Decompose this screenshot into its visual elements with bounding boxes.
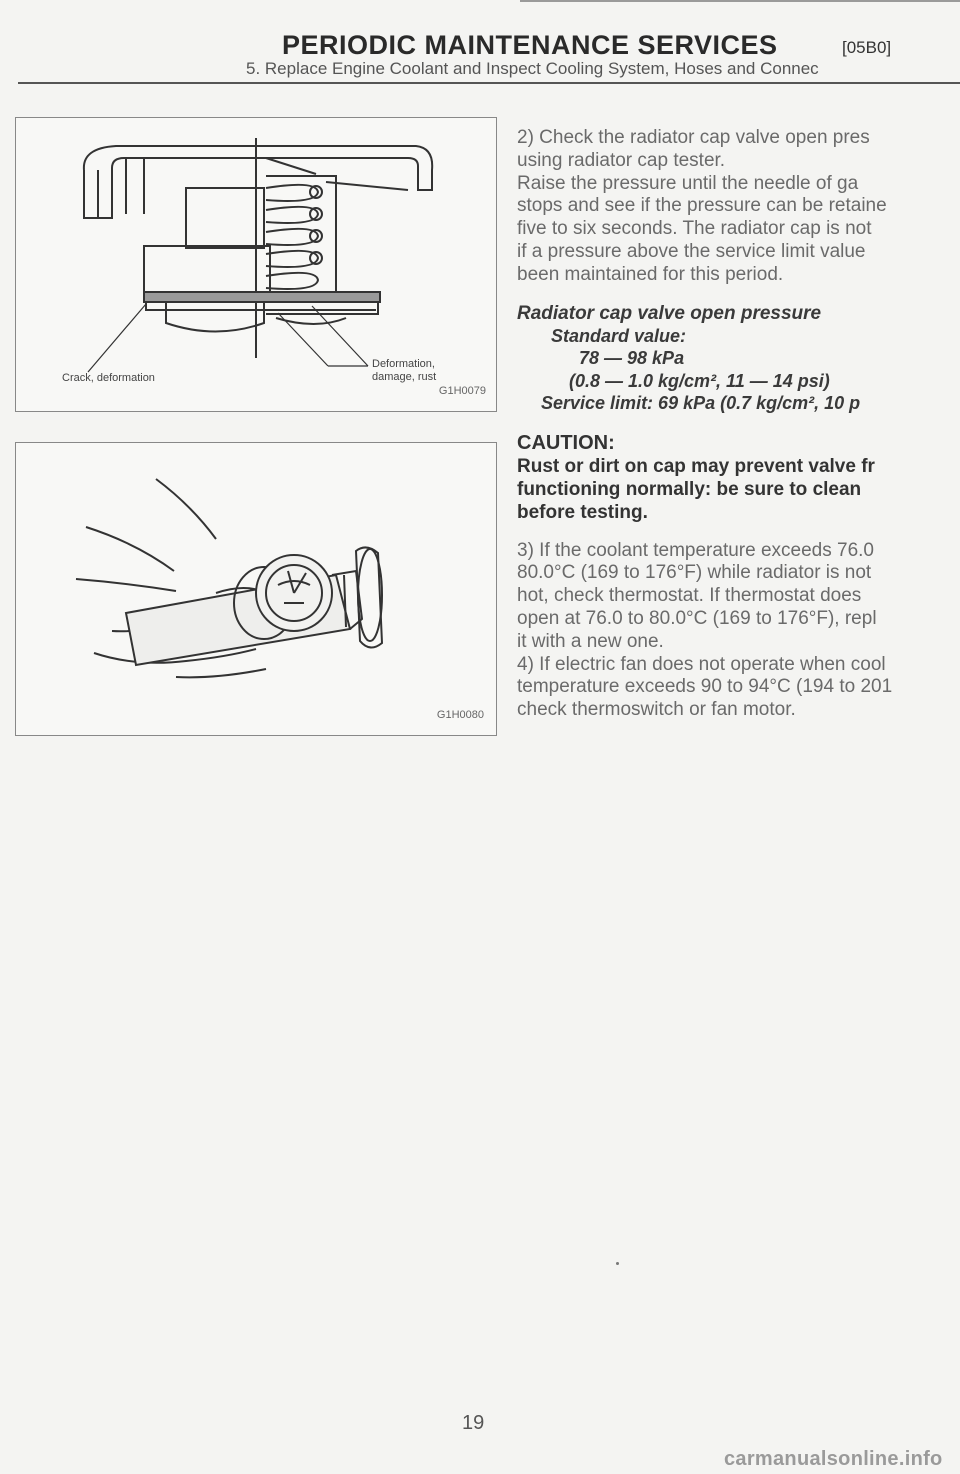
- page-subtitle: 5. Replace Engine Coolant and Inspect Cooling System, Hoses and Connec: [246, 59, 819, 78]
- standard-value-kpa: 78 — 98 kPa: [579, 348, 685, 369]
- text-line: 4) If electric fan does not operate when cool: [517, 653, 886, 675]
- caution-block: [517, 431, 960, 524]
- text-line: check thermoswitch or fan motor.: [517, 699, 796, 721]
- text-line: been maintained for this period.: [517, 263, 784, 285]
- text-line: it with a new one.: [517, 630, 664, 652]
- figure-code: G1H0080: [436, 709, 484, 721]
- radiator-cap-cross-section-figure: [15, 117, 497, 412]
- caution-line: functioning normally: be sure to clean: [517, 478, 862, 500]
- label-deformation-line2: damage, rust: [372, 371, 437, 383]
- page-title: PERIODIC MAINTENANCE SERVICES: [282, 30, 778, 60]
- text-column: [517, 127, 960, 722]
- section-code: [05B0]: [842, 38, 892, 57]
- text-line: hot, check thermostat. If thermostat does: [517, 585, 862, 607]
- text-line: stops and see if the pressure can be retaine: [517, 195, 887, 217]
- spec-block: [517, 303, 960, 415]
- text-line: temperature exceeds 90 to 94°C (194 to 201: [517, 676, 893, 698]
- cap-tester-figure: [15, 442, 497, 736]
- caution-line: before testing.: [517, 501, 648, 523]
- stray-mark: [616, 1262, 619, 1265]
- text-line: five to six seconds. The radiator cap is not: [517, 218, 872, 240]
- watermark: carmanualsonline.info: [724, 1448, 943, 1470]
- text-line: open at 76.0 to 80.0°C (169 to 176°F), repl: [517, 607, 877, 629]
- step-4: [517, 654, 960, 722]
- step-2: [517, 127, 960, 287]
- text-line: if a pressure above the service limit value: [517, 240, 866, 262]
- text-line: 3) If the coolant temperature exceeds 76.0: [517, 539, 874, 561]
- text-line: Raise the pressure until the needle of ga: [517, 172, 859, 194]
- figure-code: G1H0079: [438, 385, 486, 397]
- caution-heading: CAUTION:: [517, 431, 615, 454]
- service-limit: Service limit: 69 kPa (0.7 kg/cm², 10 p: [541, 393, 861, 414]
- page-number: 19: [462, 1412, 485, 1434]
- text-line: using radiator cap tester.: [517, 149, 726, 171]
- label-deformation-line1: Deformation,: [372, 358, 435, 370]
- text-line: 2) Check the radiator cap valve open pres: [517, 127, 870, 148]
- standard-value-label: Standard value:: [551, 325, 687, 346]
- standard-value-alt: (0.8 — 1.0 kg/cm², 11 — 14 psi): [569, 370, 830, 391]
- spec-heading: Radiator cap valve open pressure: [517, 302, 822, 324]
- caution-line: Rust or dirt on cap may prevent valve fr: [517, 455, 875, 477]
- header-rule: [18, 82, 960, 84]
- cap-tester-illustration: [16, 443, 496, 735]
- step-3: [517, 540, 960, 654]
- text-line: 80.0°C (169 to 176°F) while radiator is not: [517, 562, 872, 584]
- scan-edge-line: [520, 0, 960, 8]
- label-crack-deformation: Crack, deformation: [62, 372, 155, 384]
